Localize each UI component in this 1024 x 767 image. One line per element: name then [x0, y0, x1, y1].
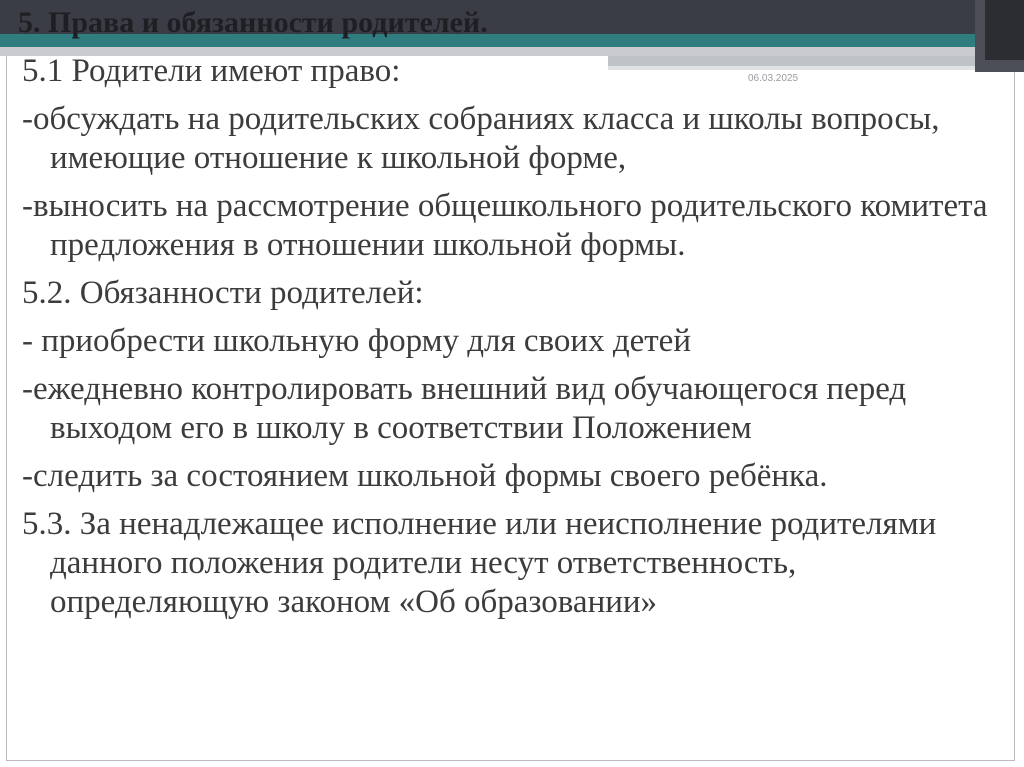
- section-paragraph: 5.3. За ненадлежащее исполнение или неисполнение родителями данного положения родители несут ответственность, определяющую законом «Об образовании»: [22, 506, 937, 620]
- slide-date: 06.03.2025: [748, 73, 799, 84]
- list-item: -выносить на рассмотрение общешкольного родительского комитета предложения в отношении школьной формы.: [22, 188, 988, 263]
- section-heading: 5.1 Родители имеют право:: [22, 53, 401, 89]
- list-item: -обсуждать на родительских собраниях класса и школы вопросы, имеющие отношение к школьной форме,: [22, 101, 940, 176]
- frame-left-line: [6, 56, 7, 760]
- frame-bottom-line: [6, 760, 1015, 761]
- frame-right-line: [1014, 72, 1015, 760]
- list-item: -следить за состоянием школьной формы своего ребёнка.: [22, 458, 828, 494]
- slide-title: 5. Права и обязанности родителей.: [18, 6, 488, 39]
- section-heading: 5.2. Обязанности родителей:: [22, 275, 424, 311]
- slide-body: [22, 52, 1002, 631]
- list-item: -ежедневно контролировать внешний вид обучающегося перед выходом его в школу в соответствии Положением: [22, 371, 907, 446]
- corner-accent-inner: [985, 0, 1024, 60]
- list-item: - приобрести школьную форму для своих детей: [22, 323, 691, 359]
